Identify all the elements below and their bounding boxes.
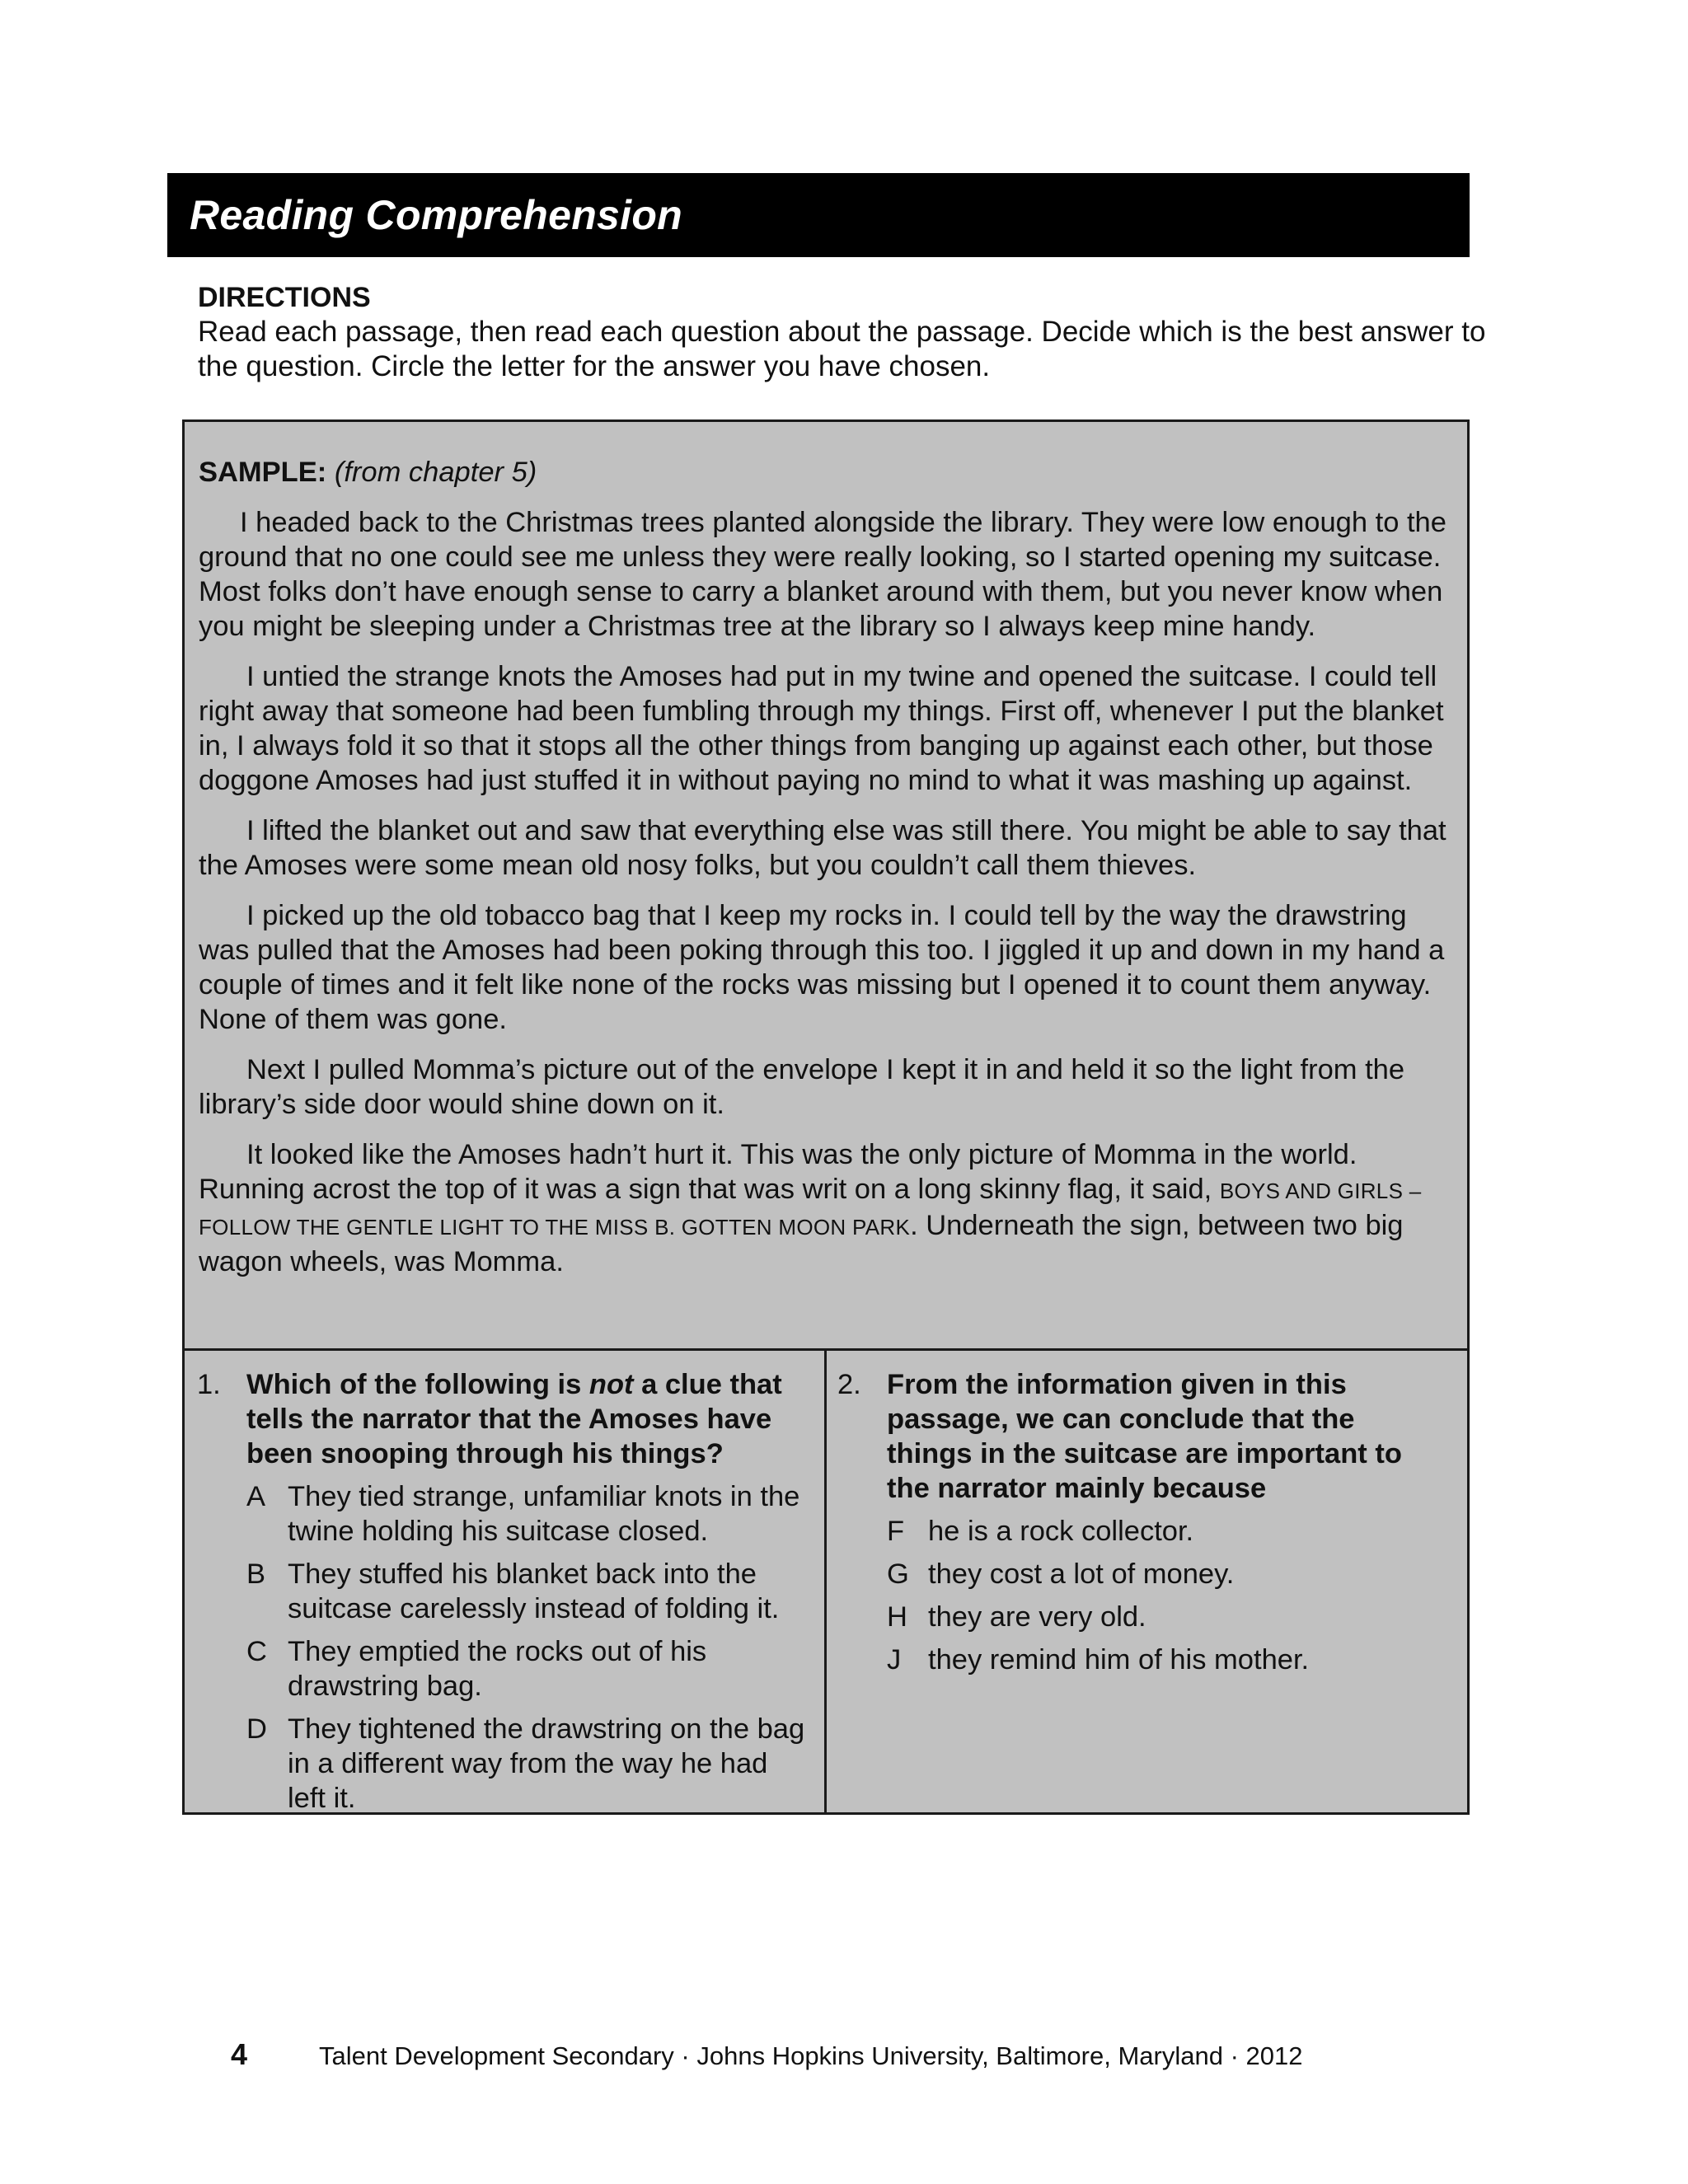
question-2 <box>837 1367 1447 1685</box>
directions-text: Read each passage, then read each question about the passage. Decide which is the best answer to the question. Circle the letter for the answer you have chosen. <box>198 316 1486 382</box>
section-title-bar <box>167 173 1470 257</box>
sample-source: (from chapter 5) <box>334 457 537 488</box>
question-stem <box>197 1367 811 1471</box>
choice-text: they are very old. <box>928 1601 1146 1633</box>
questions-box <box>182 1348 1470 1815</box>
question-text-part: Which of the following is <box>246 1369 589 1400</box>
page-number: 4 <box>231 2037 248 2071</box>
choice-text: they remind him of his mother. <box>928 1644 1310 1675</box>
choice-text: They tightened the drawstring on the bag in a different way from the way he had left it. <box>288 1713 805 1814</box>
flag-sign-text: BOYS AND GIRLS – FOLLOW THE GENTLE LIGHT TO THE MISS B. GOTTEN MOON PARK <box>199 1179 1422 1240</box>
answer-choice[interactable] <box>246 1634 811 1704</box>
answer-choice[interactable] <box>887 1557 1447 1591</box>
passage-text: It looked like the Amoses hadn’t hurt it. This was the only picture of Momma in the world. Running acrost the top of it was a sign that was writ on a long skinny flag, it said, <box>199 1139 1357 1205</box>
choice-letter[interactable]: C <box>246 1636 267 1667</box>
choice-text: They stuffed his blanket back into the suitcase carelessly instead of folding it. <box>288 1558 780 1624</box>
section-title: Reading Comprehension <box>190 192 683 238</box>
answer-choice[interactable] <box>246 1479 811 1549</box>
passage-text: . Underneath the sign, between two big wagon wheels, was Momma. <box>199 1210 1404 1277</box>
answer-choice[interactable] <box>887 1643 1447 1677</box>
choice-letter[interactable]: D <box>246 1713 267 1745</box>
sample-passage-box <box>182 419 1470 1356</box>
question-text: From the information given in this passage, we can conclude that the things in the suitcase are important to the narrator mainly because <box>887 1369 1402 1504</box>
choice-text: They tied strange, unfamiliar knots in the twine holding his suitcase closed. <box>288 1481 800 1547</box>
choice-text: they cost a lot of money. <box>928 1558 1235 1590</box>
choice-text: They emptied the rocks out of his drawstring bag. <box>288 1636 707 1702</box>
choice-letter[interactable]: F <box>887 1516 905 1547</box>
choice-text: he is a rock collector. <box>928 1516 1194 1547</box>
answer-choice[interactable] <box>246 1712 811 1816</box>
column-divider <box>824 1351 827 1812</box>
choice-letter[interactable]: H <box>887 1601 907 1633</box>
passage-paragraph: I picked up the old tobacco bag that I keep my rocks in. I could tell by the way the drawstring was pulled that the Amoses had been poking through this too. I jiggled it up and down in my hand a couple of times and it felt like none of the rocks was missing but I opened it to count them anyway. None of them was gone. <box>199 900 1445 1035</box>
passage-paragraph: I headed back to the Christmas trees planted alongside the library. They were low enough to the ground that no one could see me unless they were really looking, so I started opening my suitcase. Most folks don’t have enough sense to carry a blanket around with them, but you never know when you might be sleeping under a Christmas tree at the library so I always keep mine handy. <box>199 507 1447 642</box>
sample-label <box>199 455 1460 490</box>
answer-choice[interactable] <box>887 1514 1447 1549</box>
question-text <box>246 1367 811 1471</box>
question-1 <box>197 1367 811 1824</box>
directions-block <box>198 280 1500 384</box>
footer-text: Talent Development Secondary · Johns Hopkins University, Baltimore, Maryland · 2012 <box>319 2041 1303 2070</box>
choice-letter[interactable]: B <box>246 1558 266 1590</box>
answer-choice[interactable] <box>887 1600 1447 1634</box>
question-text-part: a clue that tells the narrator that the Amoses have been snooping through his things? <box>246 1369 782 1469</box>
directions-heading: DIRECTIONS <box>198 282 371 313</box>
passage-paragraph: I lifted the blanket out and saw that everything else was still there. You might be able to say that the Amoses were some mean old nosy folks, but you couldn’t call them thieves. <box>199 815 1447 881</box>
passage-paragraph: Next I pulled Momma’s picture out of the envelope I kept it in and held it so the light from the library’s side door would shine down on it. <box>199 1054 1405 1120</box>
question-stem <box>837 1367 1447 1506</box>
choice-letter[interactable]: A <box>246 1481 266 1512</box>
passage-paragraph <box>199 1137 1460 1279</box>
page-footer <box>231 2037 1302 2072</box>
answer-choice[interactable] <box>246 1557 811 1626</box>
question-number: 2. <box>837 1369 861 1400</box>
passage <box>199 455 1460 1295</box>
question-number: 1. <box>197 1369 221 1400</box>
passage-paragraph: I untied the strange knots the Amoses had put in my twine and opened the suitcase. I could tell right away that someone had been fumbling through my things. First off, whenever I put the blanket in, I always fold it so that it stops all the other things from banging up against each other, but those doggone Amoses had just stuffed it in without paying no mind to what it was mashing up against. <box>199 661 1444 796</box>
sample-label-text: SAMPLE: <box>199 457 327 488</box>
question-emphasis: not <box>588 1369 634 1400</box>
choice-letter[interactable]: G <box>887 1558 909 1590</box>
choice-letter[interactable]: J <box>887 1644 902 1675</box>
